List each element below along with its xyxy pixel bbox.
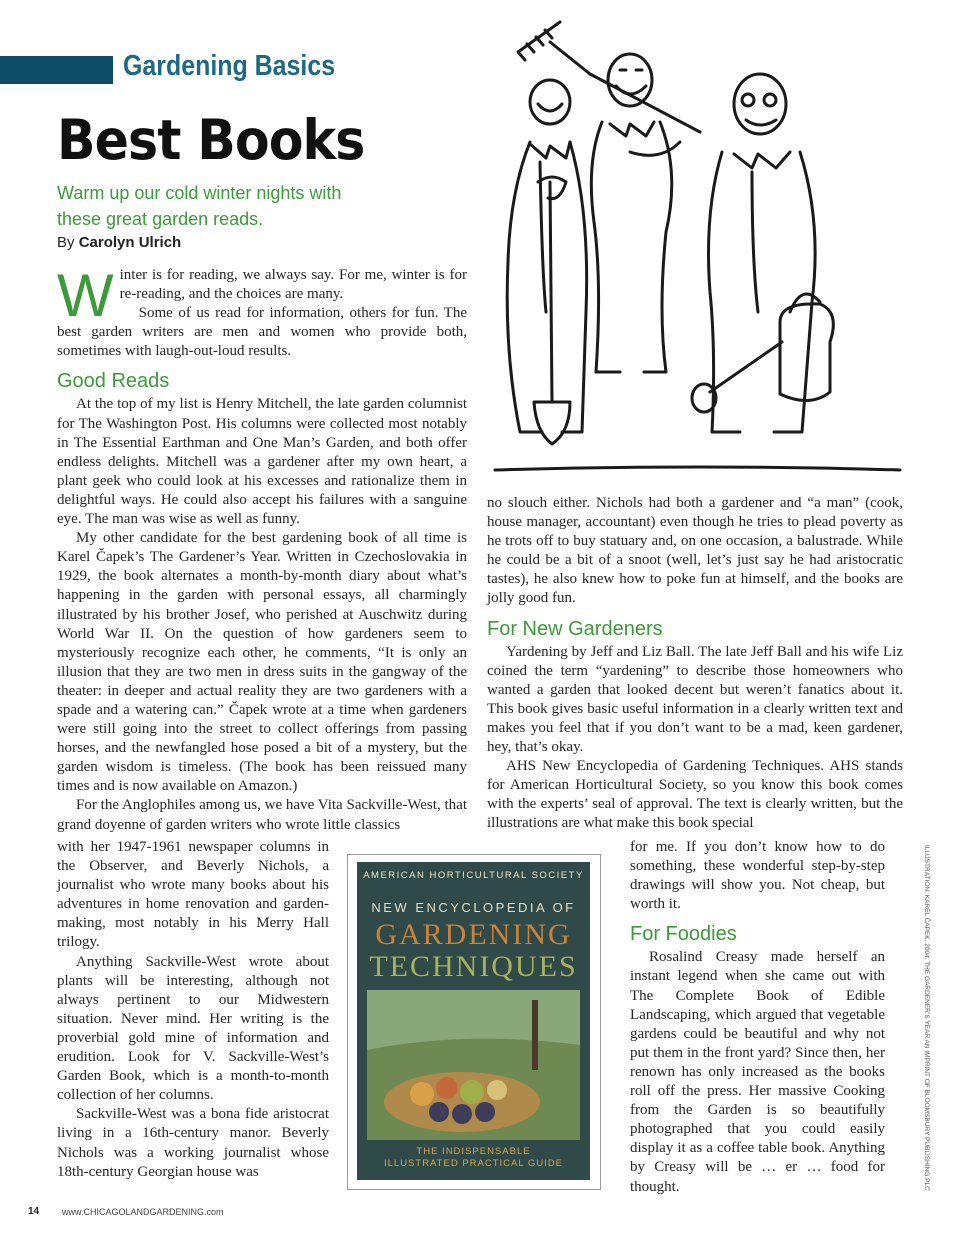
intro-paragraph-1	[57, 262, 467, 329]
column-2	[487, 494, 903, 834]
book-title-line-3: TECHNIQUES	[369, 950, 578, 983]
column-1-lower	[57, 838, 329, 1182]
new-gardeners-paragraph-2: AHS New Encyclopedia of Gardening Techniques. AHS stands for American Horticultural Society, so you know this book comes with the experts’ seal of approval. The text is clearly written, but the illustrations are what make this book special	[487, 758, 903, 832]
intro-paragraph-2: Some of us read for information, others for fun. The best garden writers are men and women who provide both, sometimes with laugh-out-loud results.	[57, 305, 467, 360]
column-3	[630, 838, 885, 1197]
book-cover	[357, 862, 590, 1180]
good-reads-paragraph-3a: For the Anglophiles among us, we have Vita Sackville-West, that grand doyenne of garden writers who wrote little classics	[57, 797, 467, 833]
good-reads-paragraph-4: Anything Sackville-West wrote about plants will be interesting, although not always pertinent to our Midwestern situation. Never mind. Her writing is the proverbial gold mine of information and erudition. Look for V. Sackville-West’s Garden Book, which is a month-to-month collection of her columns.	[57, 953, 329, 1104]
section-title: Gardening Basics	[123, 50, 336, 82]
illustration-credit: ILLUSTRATION: KAREL ČAPEK, 2004. THE GARDENER’S YEAR AN IMPRINT OF BLOOMSBURY PUBLISHING PLC	[923, 845, 930, 1191]
heading-new-gardeners: For New Gardeners	[487, 617, 663, 640]
book-tagline-2: ILLUSTRATED PRACTICAL GUIDE	[383, 1158, 564, 1169]
heading-good-reads: Good Reads	[57, 370, 170, 393]
intro-text-1: inter is for reading, we always say. For me, winter is for re-reading, and the choices are many.	[119, 267, 467, 303]
rake-handle	[550, 42, 590, 74]
byline	[57, 234, 181, 251]
drop-cap: W	[57, 262, 114, 329]
good-reads-paragraph-1: At the top of my list is Henry Mitchell, the late garden columnist for The Washington Post. His columns were collected most notably in The Essential Earthman and One Man’s Garden, and both offer endless delights. Mitchell was a gardener after my own heart, a plant geek who could look at his excesses and rationalize them in delightful ways. He could also accept his failures with a sanguine eye. The man was wise as well as funny.	[57, 396, 467, 528]
heading-foodies: For Foodies	[630, 923, 737, 946]
three-gardeners-illustration	[490, 12, 910, 482]
good-reads-paragraph-5: Sackville-West was a bona fide aristocrat living in a 16th-century manor. Beverly Nichols was a working journalist whose 18th-century Georgian house was	[57, 1106, 329, 1180]
good-reads-paragraph-5-continued: no slouch either. Nichols had both a gardener and “a man” (cook, house manager, accountant) even though he tries to plead poverty as he trots off to buy statuary and, on one occasion, a balustrade. While he could be a bit of a snoot (well, let’s just say he had aristocratic tastes), he also knew how to poke fun at himself, and the books are jolly good fun.	[487, 495, 903, 607]
book-publisher: AMERICAN HORTICULTURAL SOCIETY	[363, 870, 584, 881]
good-reads-paragraph-3b: with her 1947-1961 newspaper columns in the Observer, and Beverly Nichols, a journalist who wrote many books about his adventures in home renovation and garden-making, most notably in his Merry Hall trilogy.	[57, 839, 329, 951]
good-reads-paragraph-2: My other candidate for the best gardening book of all time is Karel Čapek’s The Gardener’s Year. Written in Czechoslovakia in 1929, the book alternates a month-by-month diary about what’s happening in the garden with personal essays, all charmingly illustrated by his brother Josef, who perished at Auschwitz during World War II. On the question of how gardeners seem to mysteriously recognize each other, he comments, “It is only an illusion that they are two men in dress suits in the gangway of the theater: in deeper and actual reality they are two gardeners with a spade and a watering can.” Čapek wrote at a time when gardeners were still going into the street to collect offerings from passing horses, and the newfangled hose posed a bit of a mystery, but the garden wisdom is timeless. (The book has been reissued many times and is now available on Amazon.)	[57, 530, 467, 795]
deck: Warm up our cold winter nights with these great garden reads.	[57, 183, 342, 229]
column-1	[57, 262, 467, 835]
new-gardeners-paragraph-2-continued: for me. If you don’t know how to do something, these wonderful step-by-step drawings will show you. Not cheap, but worth it.	[630, 839, 885, 913]
book-title-line-2: GARDENING	[375, 918, 572, 951]
foodies-paragraph-1: Rosalind Creasy made herself an instant legend when she came out with The Complete Book of Edible Landscaping, which argued that vegetable gardens could be beautiful and why not put them in the front yard? Since then, her renown has only increased as the books roll off the press. Her massive Cooking from the Garden is so beautifully photographed that you could easily display it as a coffee table book. Anything by Creasy will be … er … food for thought.	[630, 949, 885, 1195]
new-gardeners-paragraph-1: Yardening by Jeff and Liz Ball. The late Jeff Ball and his wife Liz coined the term “yardening” to describe those homeowners who wanted a garden that looked decent but weren’t fanatics about it. This book gives basic useful information in a clearly written text and makes you feel that if you don’t want to be a mad, keen gardener, hey, that’s okay.	[487, 643, 903, 756]
book-tagline-1: THE INDISPENSABLE	[416, 1146, 531, 1157]
page-number: 14	[28, 1206, 40, 1217]
byline-author: Carolyn Ulrich	[78, 234, 182, 251]
book-cover-art	[367, 990, 580, 1140]
section-bar	[0, 56, 113, 84]
byline-prefix: By	[57, 234, 75, 251]
footer-url[interactable]: www.CHICAGOLANDGARDENING.com	[62, 1207, 224, 1217]
headline: Best Books	[57, 108, 365, 172]
book-title-line-1: NEW ENCYCLOPEDIA OF	[371, 900, 576, 915]
